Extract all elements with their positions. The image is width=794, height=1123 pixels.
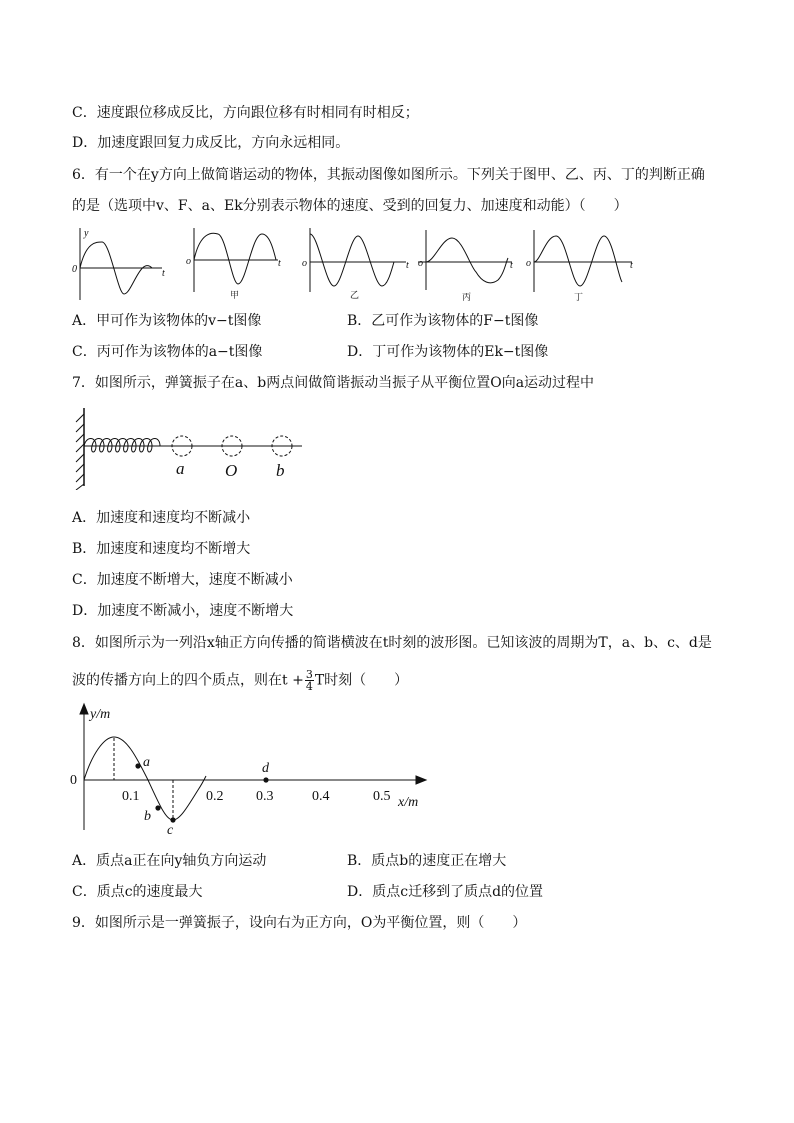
q6-option-d: D．丁可作为该物体的Ek−t图像 [347,344,549,360]
q8-xtick-0.3: 0.3 [256,789,274,804]
q6-graphs [66,222,646,304]
q8-wave-curve [84,737,206,820]
q5-option-d: D．加速度跟回复力成反比，方向永远相同。 [72,135,350,151]
q8-option-a: A．质点a正在向y轴负方向运动 [72,853,267,869]
q6-yi-origin: o [302,258,307,269]
q6-main-t-label: t [162,268,165,279]
q8-stem-line2-pre: 波的传播方向上的四个质点，则在t + [72,672,304,689]
q6-ding-label: 丁 [574,292,584,302]
q8-label-a: a [143,755,150,770]
q7-option-b: B．加速度和速度均不断增大 [72,541,251,557]
q8-origin: 0 [70,773,77,788]
q9-stem: 9．如图所示是一弹簧振子，设向右为正方向，O为平衡位置，则（ ） [72,915,527,931]
q6-yi-label: 乙 [350,290,360,300]
q6-bing-t-label: t [510,260,513,271]
q8-xtick-0.4: 0.4 [312,789,330,804]
q6-bing-curve [426,238,508,283]
q8-y-arrow [80,704,88,714]
q7-option-c: C．加速度不断增大，速度不断减小 [72,572,293,588]
q7-stem: 7．如图所示，弹簧振子在a、b两点间做简谐振动当振子从平衡位置O向a运动过程中 [72,375,595,391]
q8-point-d [263,777,268,782]
q7-wall-hatch [76,414,84,490]
q6-option-c: C．丙可作为该物体的a−t图像 [72,344,263,360]
q7-option-d: D．加速度不断减小，速度不断增大 [72,603,294,619]
q8-wave-graph [68,700,438,840]
q7-spring-diagram [68,404,308,490]
q8-fraction-num: 3 [305,668,313,681]
q8-xlabel: x/m [398,795,419,810]
q8-label-b: b [144,809,151,824]
q6-yi-t-label: t [406,260,409,271]
q6-jia-origin: o [186,256,191,267]
q8-xtick-0.2: 0.2 [206,789,224,804]
q8-stem-line2 [72,669,408,692]
q6-main-origin: 0 [72,264,77,275]
q8-option-b: B．质点b的速度正在增大 [347,853,507,869]
q8-point-c [170,817,175,822]
q8-option-d: D．质点c迁移到了质点d的位置 [347,884,544,900]
q6-jia-t-label: t [278,258,281,269]
q6-bing-label: 丙 [462,292,472,302]
q8-point-b [155,805,160,810]
q8-fraction [305,669,314,692]
q7-label-a: a [176,459,185,478]
q8-label-d: d [262,761,269,776]
q6-option-b: B．乙可作为该物体的F−t图像 [347,313,539,329]
q6-ding-origin: o [526,258,531,269]
q7-spring [84,439,172,453]
q8-stem-line1: 8．如图所示为一列沿x轴正方向传播的简谐横波在t时刻的波形图。已知该波的周期为T，a、b、c、d是 [72,635,712,651]
q8-stem-line2-post: T时刻（ ） [314,672,409,689]
q5-option-c: C．速度跟位移成反比，方向跟位移有时相同有时相反； [72,105,419,121]
q6-main-y-label: y [84,228,89,239]
q6-bing-origin: o [418,258,423,269]
q8-label-c: c [167,823,174,838]
q7-label-o: O [225,461,238,480]
q7-label-b: b [276,461,285,480]
q6-stem-line2: 的是（选项中v、F、a、Ek分别表示物体的速度、受到的回复力、加速度和动能）（ ） [72,198,628,214]
q6-option-a: A．甲可作为该物体的v−t图像 [72,313,262,329]
q7-option-a: A．加速度和速度均不断减小 [72,510,251,526]
q6-stem-line1: 6．有一个在y方向上做简谐运动的物体，其振动图像如图所示。下列关于图甲、乙、丙、丁的判断正确 [72,167,705,183]
q6-jia-label: 甲 [230,290,240,300]
q8-ylabel: y/m [90,707,111,722]
q6-yi-curve [310,234,394,286]
q6-ding-t-label: t [630,260,633,271]
q8-xtick-0.1: 0.1 [122,789,140,804]
q6-jia-curve [194,233,276,284]
q8-option-c: C．质点c的速度最大 [72,884,203,900]
q6-ding-curve [534,236,622,286]
q8-xtick-0.5: 0.5 [373,789,391,804]
q8-x-arrow [416,776,426,784]
q8-fraction-den: 4 [305,680,313,693]
q8-point-a [135,763,140,768]
